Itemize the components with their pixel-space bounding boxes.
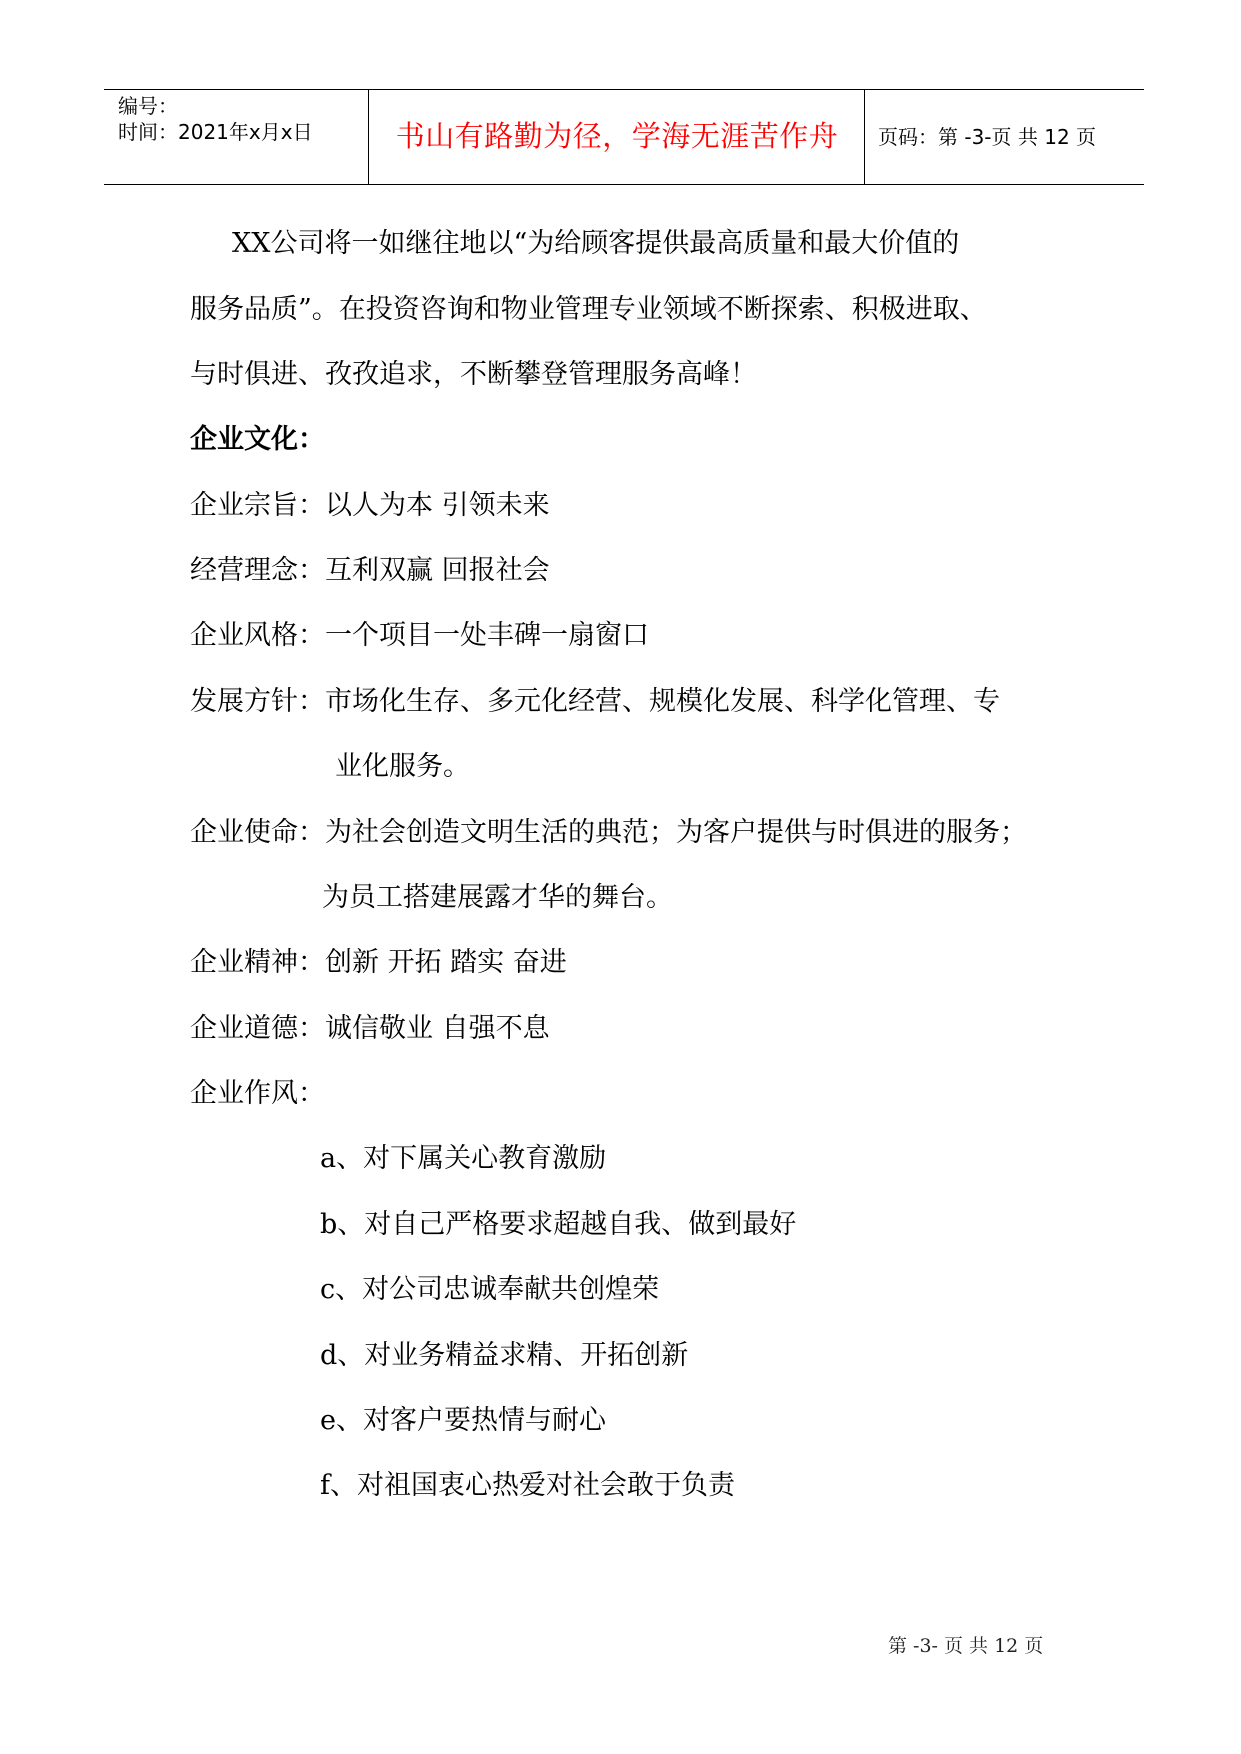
- intro-line-2: 服务品质”。在投资咨询和物业管理专业领域不断探索、积极进取、: [190, 294, 987, 325]
- company-mission-cont: 为员工搭建展露才华的舞台。: [322, 882, 673, 913]
- company-style: 企业风格：一个项目一处丰碑一扇窗口: [190, 620, 649, 651]
- development-policy-cont: 业化服务。: [335, 751, 470, 782]
- page-header: [104, 89, 1144, 185]
- conduct-heading: 企业作风：: [190, 1078, 325, 1109]
- intro-line-3: 与时俱进、孜孜追求，不断攀登管理服务高峰！: [190, 359, 757, 390]
- business-philosophy: 经营理念：互利双赢 回报社会: [190, 555, 550, 586]
- conduct-item: b、对自己严格要求超越自我、做到最好: [320, 1209, 797, 1240]
- company-purpose: 企业宗旨：以人为本 引领未来: [190, 490, 550, 521]
- company-mission: 企业使命：为社会创造文明生活的典范；为客户提供与时俱进的服务；: [190, 817, 1027, 848]
- header-page-cell: [866, 90, 1144, 184]
- header-left-cell: [104, 90, 369, 184]
- culture-heading: 企业文化：: [190, 424, 325, 455]
- document-time-label: 时间：2021年x月x日: [118, 120, 313, 144]
- page-footer: 第 -3- 页 共 12 页: [888, 1635, 1044, 1657]
- header-motto-cell: [370, 90, 865, 184]
- development-policy: 发展方针：市场化生存、多元化经营、规模化发展、科学化管理、专: [190, 686, 1000, 717]
- header-motto: 书山有路勤为径，学海无涯苦作舟: [395, 119, 839, 153]
- header-page-info: 页码：第 -3-页 共 12 页: [878, 125, 1097, 149]
- conduct-item: a、对下属关心教育激励: [320, 1143, 607, 1174]
- document-number-label: 编号：: [118, 94, 178, 118]
- conduct-item: d、对业务精益求精、开拓创新: [320, 1340, 689, 1371]
- intro-line-1: XX公司将一如继往地以“为给顾客提供最高质量和最大价值的: [232, 228, 960, 259]
- company-spirit: 企业精神：创新 开拓 踏实 奋进: [190, 947, 567, 978]
- conduct-item: f、对祖国衷心热爱对社会敢于负责: [320, 1470, 735, 1501]
- company-ethics: 企业道德：诚信敬业 自强不息: [190, 1013, 550, 1044]
- conduct-item: c、对公司忠诚奉献共创煌荣: [320, 1274, 660, 1305]
- conduct-item: e、对客户要热情与耐心: [320, 1405, 606, 1436]
